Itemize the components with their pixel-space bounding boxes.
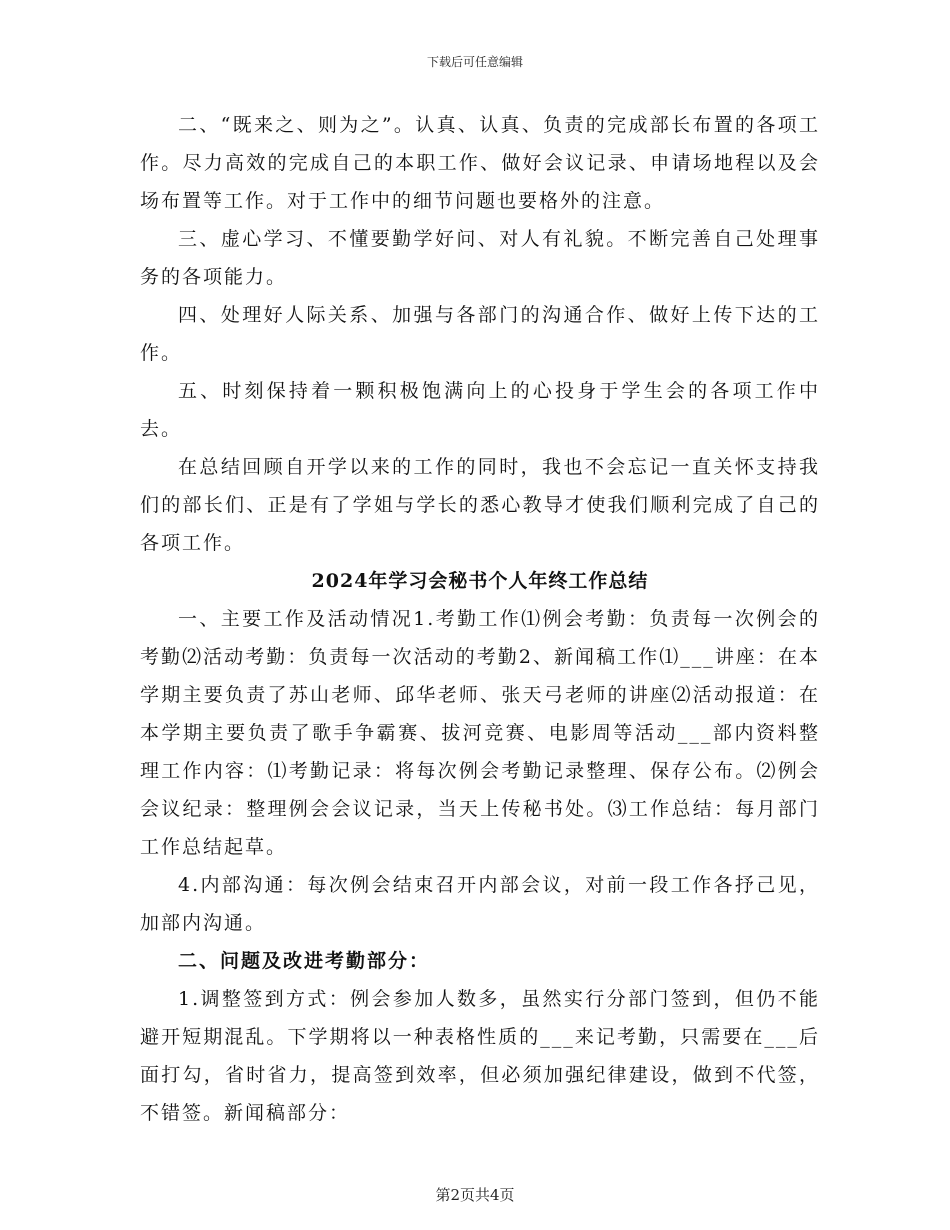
section-title: 2024年学习会秘书个人年终工作总结 bbox=[311, 570, 649, 592]
subheading-problems: 二、问题及改进考勤部分： bbox=[178, 950, 431, 972]
paragraph-internal-communication: 4.内部沟通：每次例会结束召开内部会议，对前一段工作各抒己见，加部内沟通。 bbox=[140, 874, 820, 934]
paragraph-item-2: 二、“既来之、则为之”。认真、认真、负责的完成部长布置的各项工作。尽力高效的完成自己的本职工作、做好会议记录、申请场地程以及会场布置等工作。对于工作中的细节问题也要格外的注意。 bbox=[140, 114, 820, 212]
page-footer: 第2页共4页 bbox=[435, 1186, 515, 1204]
paragraph-item-5: 五、时刻保持着一颗积极饱满向上的心投身于学生会的各项工作中去。 bbox=[140, 380, 820, 440]
paragraph-signin-adjustment: 1.调整签到方式：例会参加人数多，虽然实行分部门签到，但仍不能避开短期混乱。下学期将以一种表格性质的___来记考勤，只需要在___后面打勾，省时省力，提高签到效率，但必须加强纪律建设，做到不代签，不错签。新闻稿部分： bbox=[140, 988, 820, 1124]
page-header: 下载后可任意编辑 bbox=[426, 55, 523, 69]
document-body bbox=[140, 106, 820, 1132]
paragraph-review: 在总结回顾自开学以来的工作的同时，我也不会忘记一直关怀支持我们的部长们、正是有了学姐与学长的悉心教导才使我们顺利完成了自己的各项工作。 bbox=[140, 456, 820, 554]
paragraph-item-4: 四、处理好人际关系、加强与各部门的沟通合作、做好上传下达的工作。 bbox=[140, 304, 820, 364]
paragraph-item-3: 三、虚心学习、不懂要勤学好问、对人有礼貌。不断完善自己处理事务的各项能力。 bbox=[140, 228, 820, 288]
paragraph-work-summary: 一、主要工作及活动情况1.考勤工作⑴例会考勤：负责每一次例会的考勤⑵活动考勤：负责每一次活动的考勤2、新闻稿工作⑴___讲座：在本学期主要负责了苏山老师、邱华老师、张天弓老师的讲座⑵活动报道：在本学期主要负责了歌手争霸赛、拔河竞赛、电影周等活动___部内资料整理工作内容：⑴考勤记录：将每次例会考勤记录整理、保存公布。⑵例会会议纪录：整理例会会议记录，当天上传秘书处。⑶工作总结：每月部门工作总结起草。 bbox=[140, 608, 820, 858]
